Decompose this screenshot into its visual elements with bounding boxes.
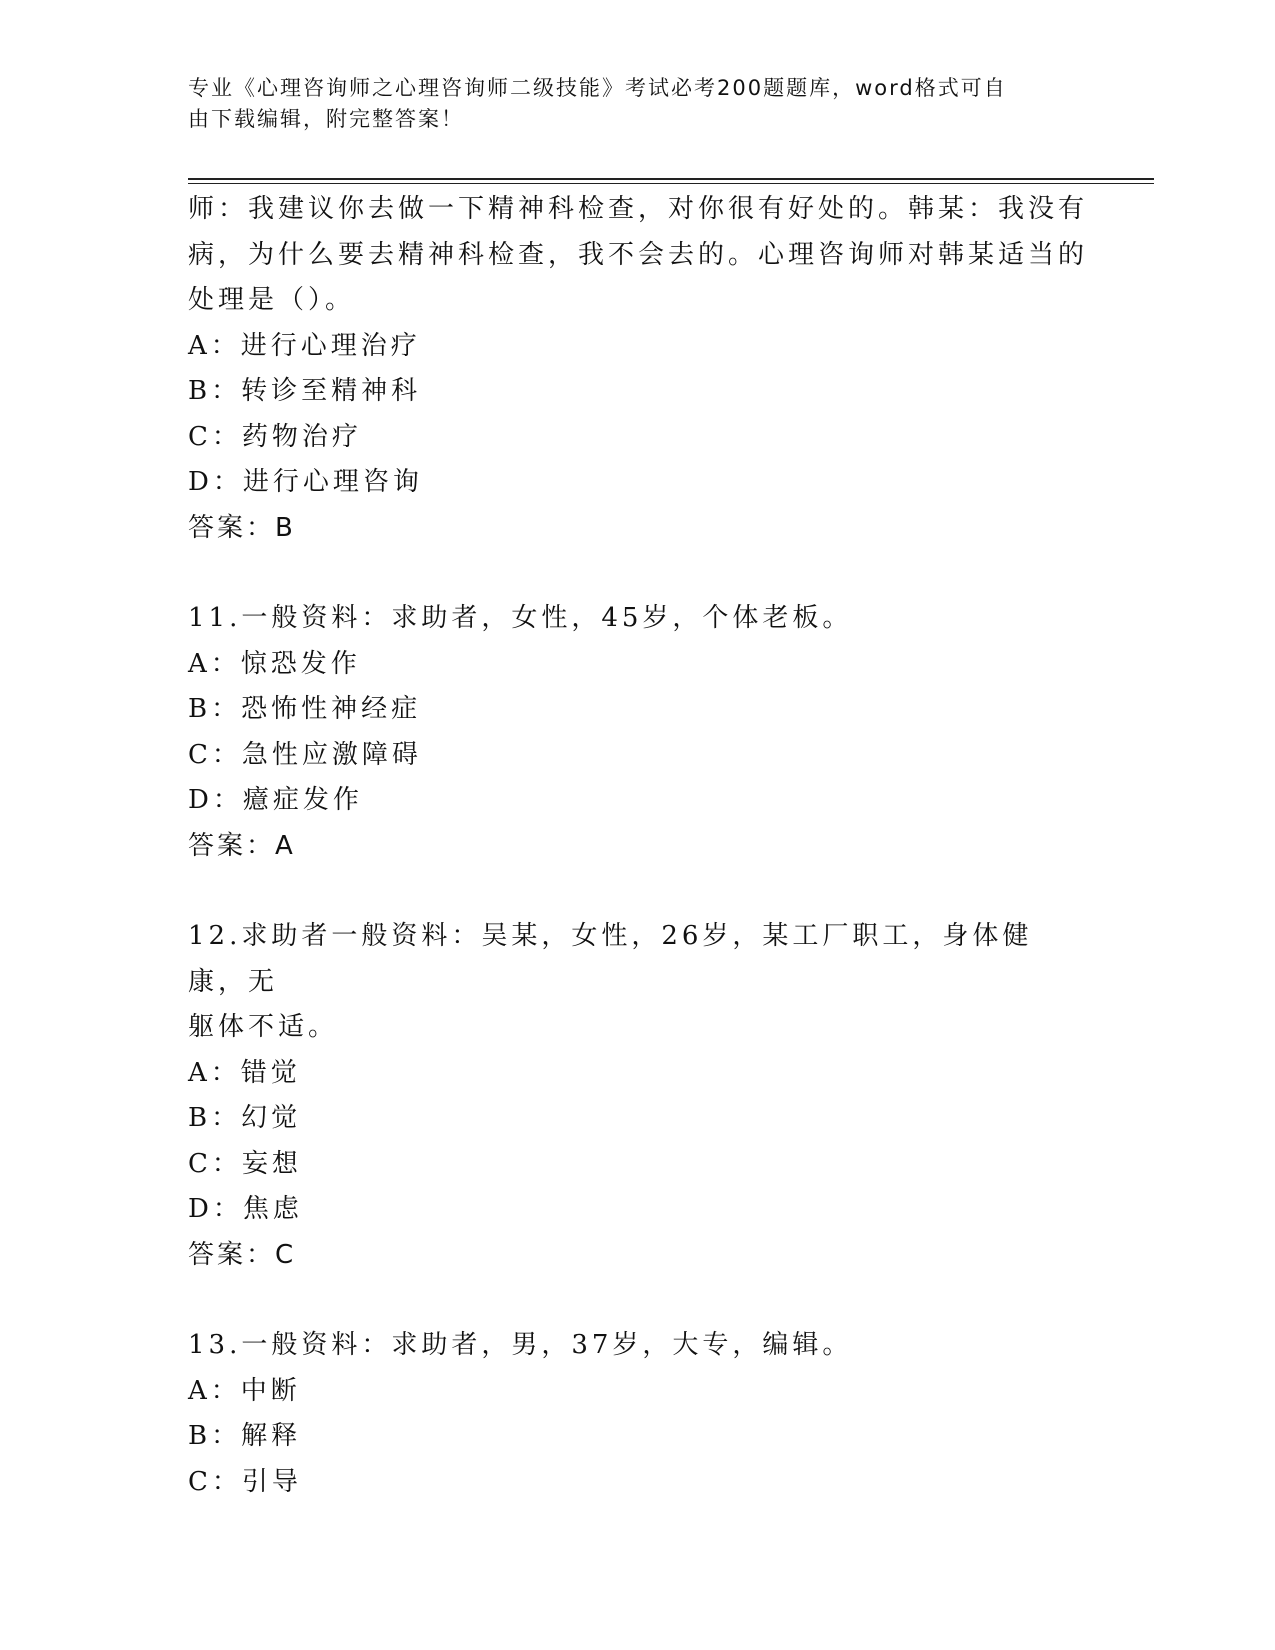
option-b: B：解释: [188, 1421, 302, 1451]
option-d: D：进行心理咨询: [188, 467, 423, 497]
question-text-line: 师：我建议你去做一下精神科检查，对你很有好处的。韩某：我没有: [188, 194, 1089, 224]
header-divider-bottom: [188, 183, 1154, 184]
question-text-line: 12.求助者一般资料：吴某，女性，26岁，某工厂职工，身体健康，无: [188, 921, 1033, 997]
question-content: [188, 187, 1088, 1505]
answer-line: 答案：B: [188, 512, 296, 543]
option-a: A：错觉: [188, 1057, 301, 1088]
question-text-line: 处理是（）。: [188, 285, 356, 315]
option-c: C：妄想: [188, 1148, 302, 1179]
option-c: C：引导: [188, 1466, 302, 1497]
question-10: [188, 187, 1088, 551]
option-a: A：惊恐发作: [188, 648, 361, 679]
question-text-line: 13.一般资料：求助者，男，37岁，大专，编辑。: [188, 1330, 853, 1360]
option-b: B：转诊至精神科: [188, 376, 422, 406]
option-b: B：幻觉: [188, 1103, 302, 1133]
question-13: [188, 1323, 1088, 1505]
answer-line: 答案：C: [188, 1239, 297, 1270]
option-a: A：进行心理治疗: [188, 330, 421, 361]
question-text-line: 11.一般资料：求助者，女性，45岁，个体老板。: [188, 603, 853, 633]
question-12: [188, 914, 1088, 1278]
header-divider-top: [188, 178, 1154, 180]
option-d: D：癔症发作: [188, 785, 363, 815]
question-text-line: 病，为什么要去精神科检查，我不会去的。心理咨询师对韩某适当的: [188, 239, 1089, 270]
option-c: C：急性应激障碍: [188, 739, 422, 770]
document-header: [188, 73, 1088, 135]
header-line-1: 专业《心理咨询师之心理咨询师二级技能》考试必考200题题库，word格式可自: [188, 76, 1007, 100]
option-d: D：焦虑: [188, 1194, 303, 1224]
answer-line: 答案：A: [188, 830, 296, 861]
header-line-2: 由下载编辑，附完整答案！: [188, 107, 464, 131]
option-a: A：中断: [188, 1375, 301, 1406]
question-text-line: 躯体不适。: [188, 1012, 339, 1042]
option-b: B：恐怖性神经症: [188, 694, 422, 724]
option-c: C：药物治疗: [188, 421, 362, 452]
question-11: [188, 596, 1088, 869]
